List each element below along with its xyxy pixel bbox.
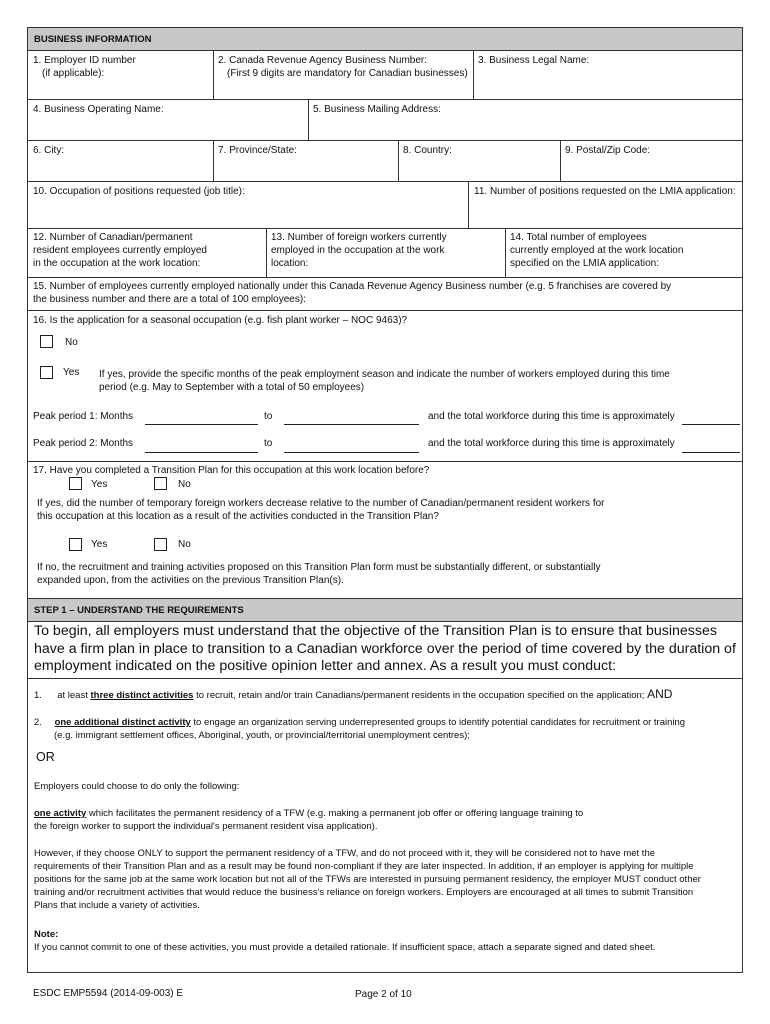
form-page	[27, 27, 743, 973]
field-label-employer-id	[33, 54, 136, 80]
note-text: If you cannot commit to one of these activities, you must provide a detailed rationale. If insufficient space, attach a separate signed and dated sheet.	[34, 942, 656, 953]
label-line: (First 9 digits are mandatory for Canadian businesses)	[227, 68, 468, 79]
label-line: 2. Canada Revenue Agency Business Number:	[218, 55, 428, 66]
divider	[468, 181, 469, 228]
field-label-cra-business-number	[218, 54, 468, 80]
peak-period-1-workforce-input[interactable]	[682, 424, 740, 425]
label-line: expanded upon, from the activities on the previous Transition Plan(s).	[37, 575, 344, 586]
form-id: ESDC EMP5594 (2014-09-003) E	[33, 988, 184, 999]
field-label-country: 8. Country:	[403, 145, 452, 156]
divider	[28, 678, 742, 679]
divider	[473, 51, 474, 99]
label-line: employed in the occupation at the work	[271, 245, 445, 256]
paragraph-line: However, if they choose ONLY to support the permanent residency of a TFW, and do not proceed with it, they will be considered not to have met the	[34, 848, 656, 859]
peak-period-2-end-input[interactable]	[284, 452, 419, 453]
label-line: If yes, provide the specific months of the peak employment season and indicate the number of workers employed during this time	[99, 369, 670, 380]
label-line: 12. Number of Canadian/permanent	[33, 232, 193, 243]
section-header-business-information	[28, 28, 742, 51]
peak-period-1-label: Peak period 1: Months	[33, 411, 134, 422]
section-title: BUSINESS INFORMATION	[34, 34, 152, 45]
decrease-yes-checkbox[interactable]	[69, 538, 82, 551]
divider	[28, 228, 742, 229]
transition-if-no-note	[37, 561, 600, 587]
field-label-foreign-workers	[271, 231, 447, 270]
section-header-step1	[28, 598, 742, 622]
label-line: If no, the recruitment and training activities proposed on this Transition Plan form must be substantially different, or substantially	[37, 562, 601, 573]
seasonal-yes-label: Yes	[63, 367, 80, 378]
field-label-positions-requested: 11. Number of positions requested on the LMIA application:	[474, 186, 736, 197]
divider	[505, 228, 506, 277]
divider	[560, 140, 561, 181]
seasonal-no-checkbox[interactable]	[40, 335, 53, 348]
peak-period-1-start-input[interactable]	[145, 424, 258, 425]
workforce-label: and the total workforce during this time is approximately	[428, 438, 675, 449]
divider	[28, 461, 742, 462]
item-emphasis: three distinct activities	[90, 690, 194, 701]
step1-intro: To begin, all employers must understand that the objective of the Transition Plan is to ensure that businesses have a firm plan in place to transition to a Canadian workforce over the period of time covered by the duration of employment indicated on the positive opinion letter and annex. As a result you must conduct:	[34, 623, 736, 674]
workforce-label: and the total workforce during this time is approximately	[428, 411, 675, 422]
item-text: the foreign worker to support the individual's permanent resident visa application).	[34, 821, 378, 832]
seasonal-no-label: No	[65, 337, 78, 348]
note-label: Note:	[34, 929, 59, 940]
paragraph-line: requirements of their Transition Plan and as a result may be found non-compliant if they are later inspected. In addition, if an employer is applying for multiple	[34, 861, 694, 872]
divider	[28, 99, 742, 100]
item-text: which facilitates the permanent residency of a TFW (e.g. making a permanent job offer or offering language training to	[86, 808, 584, 819]
transition-no-label: No	[178, 479, 191, 490]
requirement-1	[34, 688, 672, 702]
divider	[398, 140, 399, 181]
seasonal-yes-checkbox[interactable]	[40, 366, 53, 379]
decrease-yes-label: Yes	[91, 539, 108, 550]
label-line: specified on the LMIA application:	[510, 258, 659, 269]
item-and: AND	[647, 687, 673, 701]
paragraph-line: positions for the same job at the same work location but not all of the TFWs are interested in pursuing permanent residency, the employer MUST conduct other	[34, 874, 701, 885]
field-label-province-state: 7. Province/State:	[218, 145, 297, 156]
transition-yes-checkbox[interactable]	[69, 477, 82, 490]
divider	[28, 181, 742, 182]
label-line: the business number and there are a total of 100 employees):	[33, 294, 306, 305]
to-label: to	[264, 438, 273, 449]
label-line: If yes, did the number of temporary foreign workers decrease relative to the number of Canadian/permanent resident workers for	[37, 498, 605, 509]
divider	[28, 140, 742, 141]
section-title: STEP 1 – UNDERSTAND THE REQUIREMENTS	[34, 605, 244, 616]
item-number: 1.	[34, 690, 42, 701]
label-line: period (e.g. May to September with a total of 50 employees)	[99, 382, 365, 393]
item-number: 2.	[34, 717, 42, 728]
field-label-business-legal-name: 3. Business Legal Name:	[478, 55, 590, 66]
divider	[28, 310, 742, 311]
label-line: 1. Employer ID number	[33, 55, 136, 66]
item-text: to recruit, retain and/or train Canadians/permanent residents in the occupation specified on the application;	[193, 690, 648, 701]
label-line: (if applicable):	[42, 68, 105, 79]
paragraph-line: training and/or recruitment activities that would reduce the business's reliance on foreign workers. Employers are encouraged at all times to submit Transition	[34, 887, 694, 898]
seasonal-yes-instructions	[99, 368, 670, 394]
transition-no-checkbox[interactable]	[154, 477, 167, 490]
could-choose-text: Employers could choose to do only the following:	[34, 781, 240, 792]
label-line: location:	[271, 258, 309, 269]
decrease-no-label: No	[178, 539, 191, 550]
label-line: 15. Number of employees currently employed nationally under this Canada Revenue Agency Business number (e.g. 5 franchises are covered by	[33, 281, 672, 292]
transition-yes-label: Yes	[91, 479, 108, 490]
field-label-national-employees	[33, 280, 671, 306]
divider	[308, 99, 309, 140]
however-paragraph	[34, 847, 701, 912]
field-label-canadian-employees	[33, 231, 207, 270]
label-line: resident employees currently employed	[33, 245, 207, 256]
divider	[28, 277, 742, 278]
requirement-2	[34, 716, 685, 742]
divider	[213, 51, 214, 99]
decrease-no-checkbox[interactable]	[154, 538, 167, 551]
paragraph-line: Plans that include a variety of activities.	[34, 900, 200, 911]
item-text: at least	[57, 690, 91, 701]
label-line: in the occupation at the work location:	[33, 258, 201, 269]
transition-decrease-question	[37, 497, 605, 523]
field-label-postal-code: 9. Postal/Zip Code:	[565, 145, 651, 156]
label-line: 14. Total number of employees	[510, 232, 647, 243]
field-label-occupation: 10. Occupation of positions requested (job title):	[33, 186, 245, 197]
note	[34, 928, 655, 954]
peak-period-2-label: Peak period 2: Months	[33, 438, 134, 449]
question-seasonal: 16. Is the application for a seasonal occupation (e.g. fish plant worker – NOC 9463)?	[33, 315, 408, 326]
item-emphasis: one additional distinct activity	[54, 717, 191, 728]
field-label-total-employees	[510, 231, 683, 270]
to-label: to	[264, 411, 273, 422]
peak-period-2-workforce-input[interactable]	[682, 452, 740, 453]
field-label-business-mailing-address: 5. Business Mailing Address:	[313, 104, 441, 115]
field-label-business-operating-name: 4. Business Operating Name:	[33, 104, 164, 115]
label-line: 13. Number of foreign workers currently	[271, 232, 447, 243]
label-line: currently employed at the work location	[510, 245, 684, 256]
label-line: this occupation at this location as a result of the activities conducted in the Transition Plan?	[37, 511, 439, 522]
peak-period-1-end-input[interactable]	[284, 424, 419, 425]
item-text: to engage an organization serving underrepresented groups to identify potential candidates for recruitment or training	[190, 717, 686, 728]
item-emphasis: one activity	[34, 808, 87, 819]
question-transition-plan: 17. Have you completed a Transition Plan for this occupation at this work location before?	[33, 465, 430, 476]
divider	[213, 140, 214, 181]
divider	[266, 228, 267, 277]
one-activity-text	[34, 807, 583, 833]
or-label: OR	[36, 750, 55, 764]
peak-period-2-start-input[interactable]	[145, 452, 258, 453]
item-text: (e.g. immigrant settlement offices, Aboriginal, youth, or provincial/territorial unemployment centres);	[54, 730, 470, 741]
field-label-city: 6. City:	[33, 145, 65, 156]
page-number: Page 2 of 10	[355, 989, 412, 1000]
